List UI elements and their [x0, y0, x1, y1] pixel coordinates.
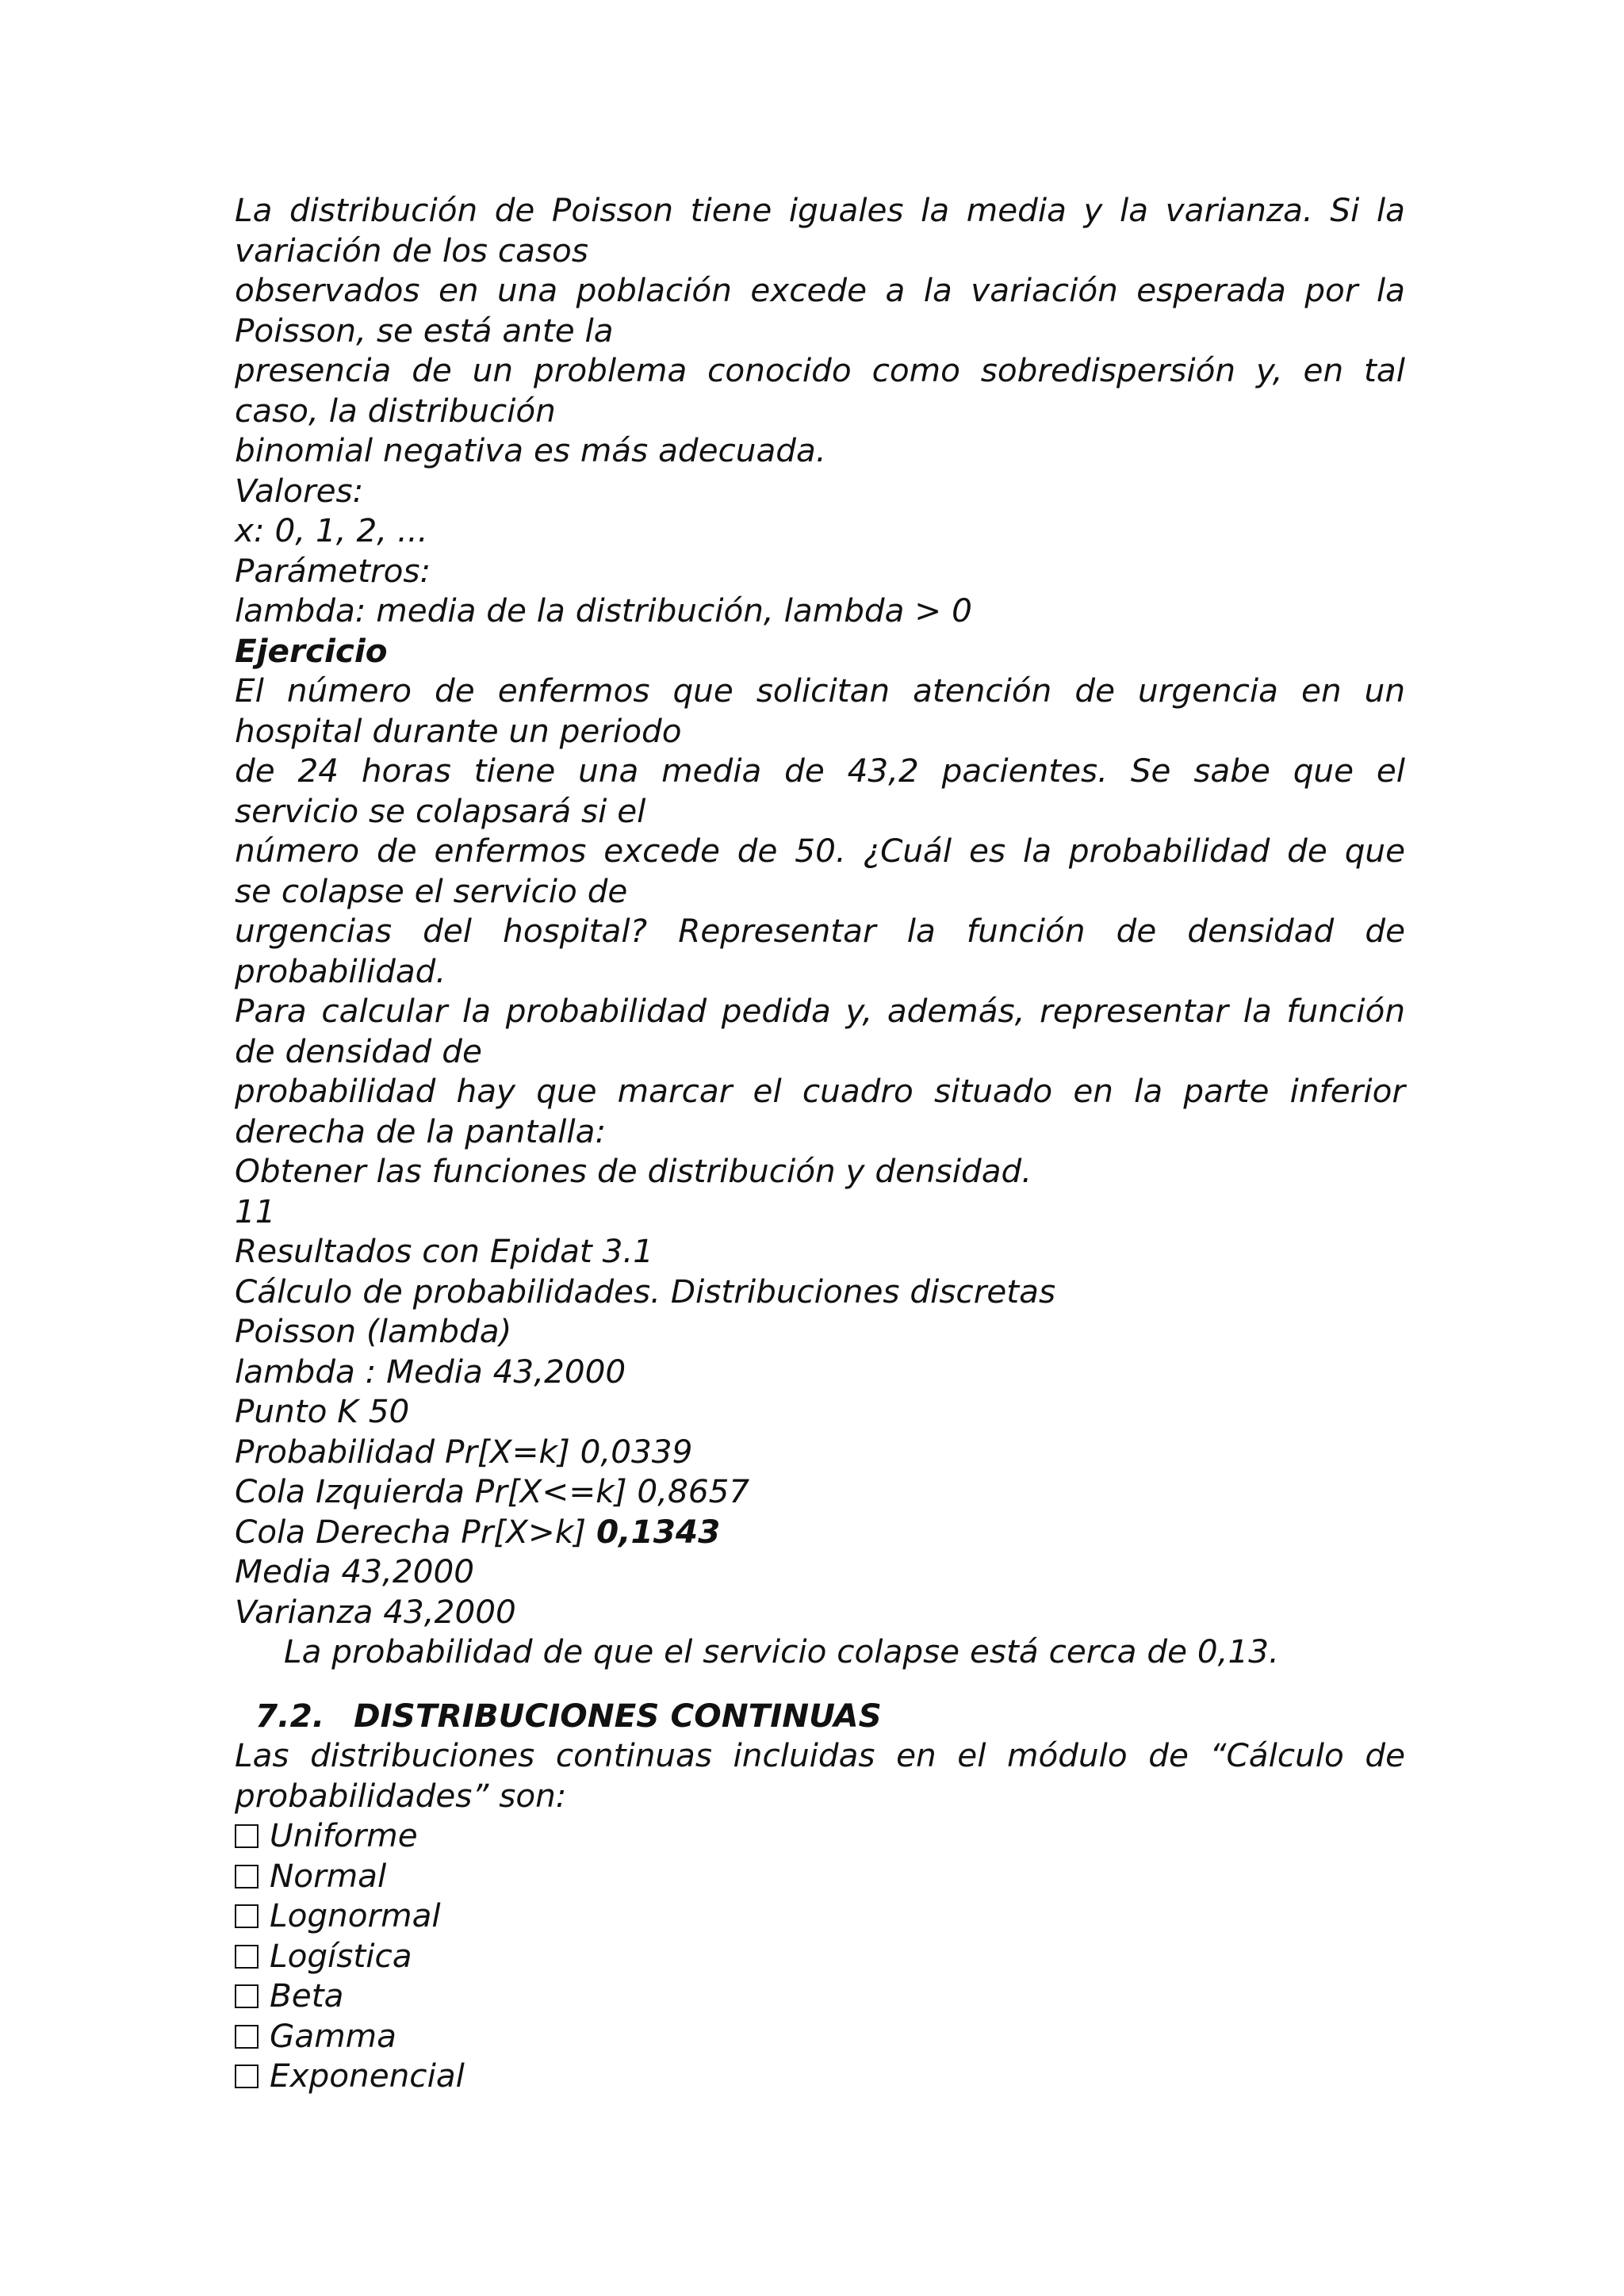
- conclusion: La probabilidad de que el servicio colapse está cerca de 0,13.: [284, 1632, 1279, 1670]
- distribution-list: [235, 1816, 1405, 2096]
- checkbox-icon: [235, 2025, 259, 2049]
- section-intro: probabilidades” son:: [235, 1776, 567, 1815]
- list-item: [235, 2056, 1405, 2096]
- results-probability: Probabilidad Pr[X=k] 0,0339: [235, 1432, 693, 1471]
- text-line: urgencias del hospital? Representar la función de densidad de: [235, 912, 1405, 950]
- results-left-tail: Cola Izquierda Pr[X<=k] 0,8657: [235, 1472, 750, 1510]
- checkbox-icon: [235, 1824, 259, 1848]
- list-item: [235, 1816, 1405, 1856]
- results-title: Resultados con Epidat 3.1: [235, 1232, 654, 1270]
- section-heading: [235, 1696, 1405, 1736]
- list-item: [235, 1896, 1405, 1936]
- list-item-label: Gamma: [270, 2016, 396, 2055]
- text-line: hospital durante un periodo: [235, 711, 682, 750]
- section-intro: Las distribuciones continuas incluidas en el módulo de “Cálculo de: [235, 1736, 1405, 1774]
- text-line: Poisson, se está ante la: [235, 311, 614, 350]
- right-tail-label: Cola Derecha Pr[X>k]: [235, 1512, 596, 1551]
- list-item-label: Normal: [270, 1856, 387, 1895]
- parameters-label: Parámetros:: [235, 551, 431, 590]
- list-item: [235, 2016, 1405, 2057]
- results-subtitle: Cálculo de probabilidades. Distribuciones discretas: [235, 1272, 1056, 1311]
- text-line: derecha de la pantalla:: [235, 1112, 607, 1150]
- text-line: de 24 horas tiene una media de 43,2 pacientes. Se sabe que el: [235, 752, 1405, 790]
- exercise-heading: Ejercicio: [235, 631, 388, 670]
- page-number: 11: [235, 1192, 276, 1230]
- results-lambda: lambda : Media 43,2000: [235, 1352, 626, 1391]
- text-line: número de enfermos excede de 50. ¿Cuál es la probabilidad de que: [235, 832, 1405, 870]
- text-line: Obtener las funciones de distribución y densidad.: [235, 1152, 1032, 1190]
- text-line: El número de enfermos que solicitan atención de urgencia en un: [235, 672, 1405, 710]
- list-item-label: Beta: [270, 1976, 344, 2015]
- text-line: observados en una población excede a la variación esperada por la: [235, 271, 1405, 309]
- results-right-tail: [235, 1512, 1405, 1552]
- checkbox-icon: [235, 1984, 259, 2008]
- text-line: caso, la distribución: [235, 391, 556, 430]
- text-line: de densidad de: [235, 1031, 482, 1070]
- text-line: probabilidad hay que marcar el cuadro situado en la parte inferior: [235, 1072, 1405, 1110]
- results-variance: Varianza 43,2000: [235, 1592, 516, 1631]
- text-line: presencia de un problema conocido como sobredispersión y, en tal: [235, 351, 1405, 389]
- document-page: [235, 190, 1405, 2096]
- section-gap: [235, 1672, 1405, 1696]
- values-label: Valores:: [235, 471, 364, 510]
- checkbox-icon: [235, 1945, 259, 1969]
- list-item-label: Lognormal: [270, 1896, 441, 1934]
- text-line: La distribución de Poisson tiene iguales la media y la varianza. Si la: [235, 191, 1405, 229]
- results-distribution: Poisson (lambda): [235, 1312, 512, 1350]
- text-line: probabilidad.: [235, 951, 446, 990]
- section-number: 7.2.: [255, 1696, 325, 1735]
- results-mean: Media 43,2000: [235, 1552, 474, 1590]
- text-line: se colapse el servicio de: [235, 871, 628, 910]
- list-item-label: Uniforme: [270, 1816, 418, 1854]
- list-item: [235, 1936, 1405, 1976]
- section-title: DISTRIBUCIONES CONTINUAS: [354, 1696, 882, 1735]
- text-line: variación de los casos: [235, 231, 588, 270]
- checkbox-icon: [235, 1904, 259, 1928]
- list-item-label: Logística: [270, 1936, 412, 1975]
- list-item-label: Exponencial: [270, 2057, 465, 2095]
- list-item: [235, 1976, 1405, 2016]
- checkbox-icon: [235, 2064, 259, 2088]
- results-point-k: Punto K 50: [235, 1392, 410, 1430]
- text-line: servicio se colapsará si el: [235, 791, 646, 830]
- parameters-text: lambda: media de la distribución, lambda > 0: [235, 591, 972, 629]
- right-tail-value: 0,1343: [596, 1512, 721, 1551]
- checkbox-icon: [235, 1865, 259, 1888]
- values-text: x: 0, 1, 2, ...: [235, 511, 428, 549]
- text-line: Para calcular la probabilidad pedida y, además, representar la función: [235, 992, 1405, 1030]
- list-item: [235, 1856, 1405, 1896]
- text-line: binomial negativa es más adecuada.: [235, 431, 826, 469]
